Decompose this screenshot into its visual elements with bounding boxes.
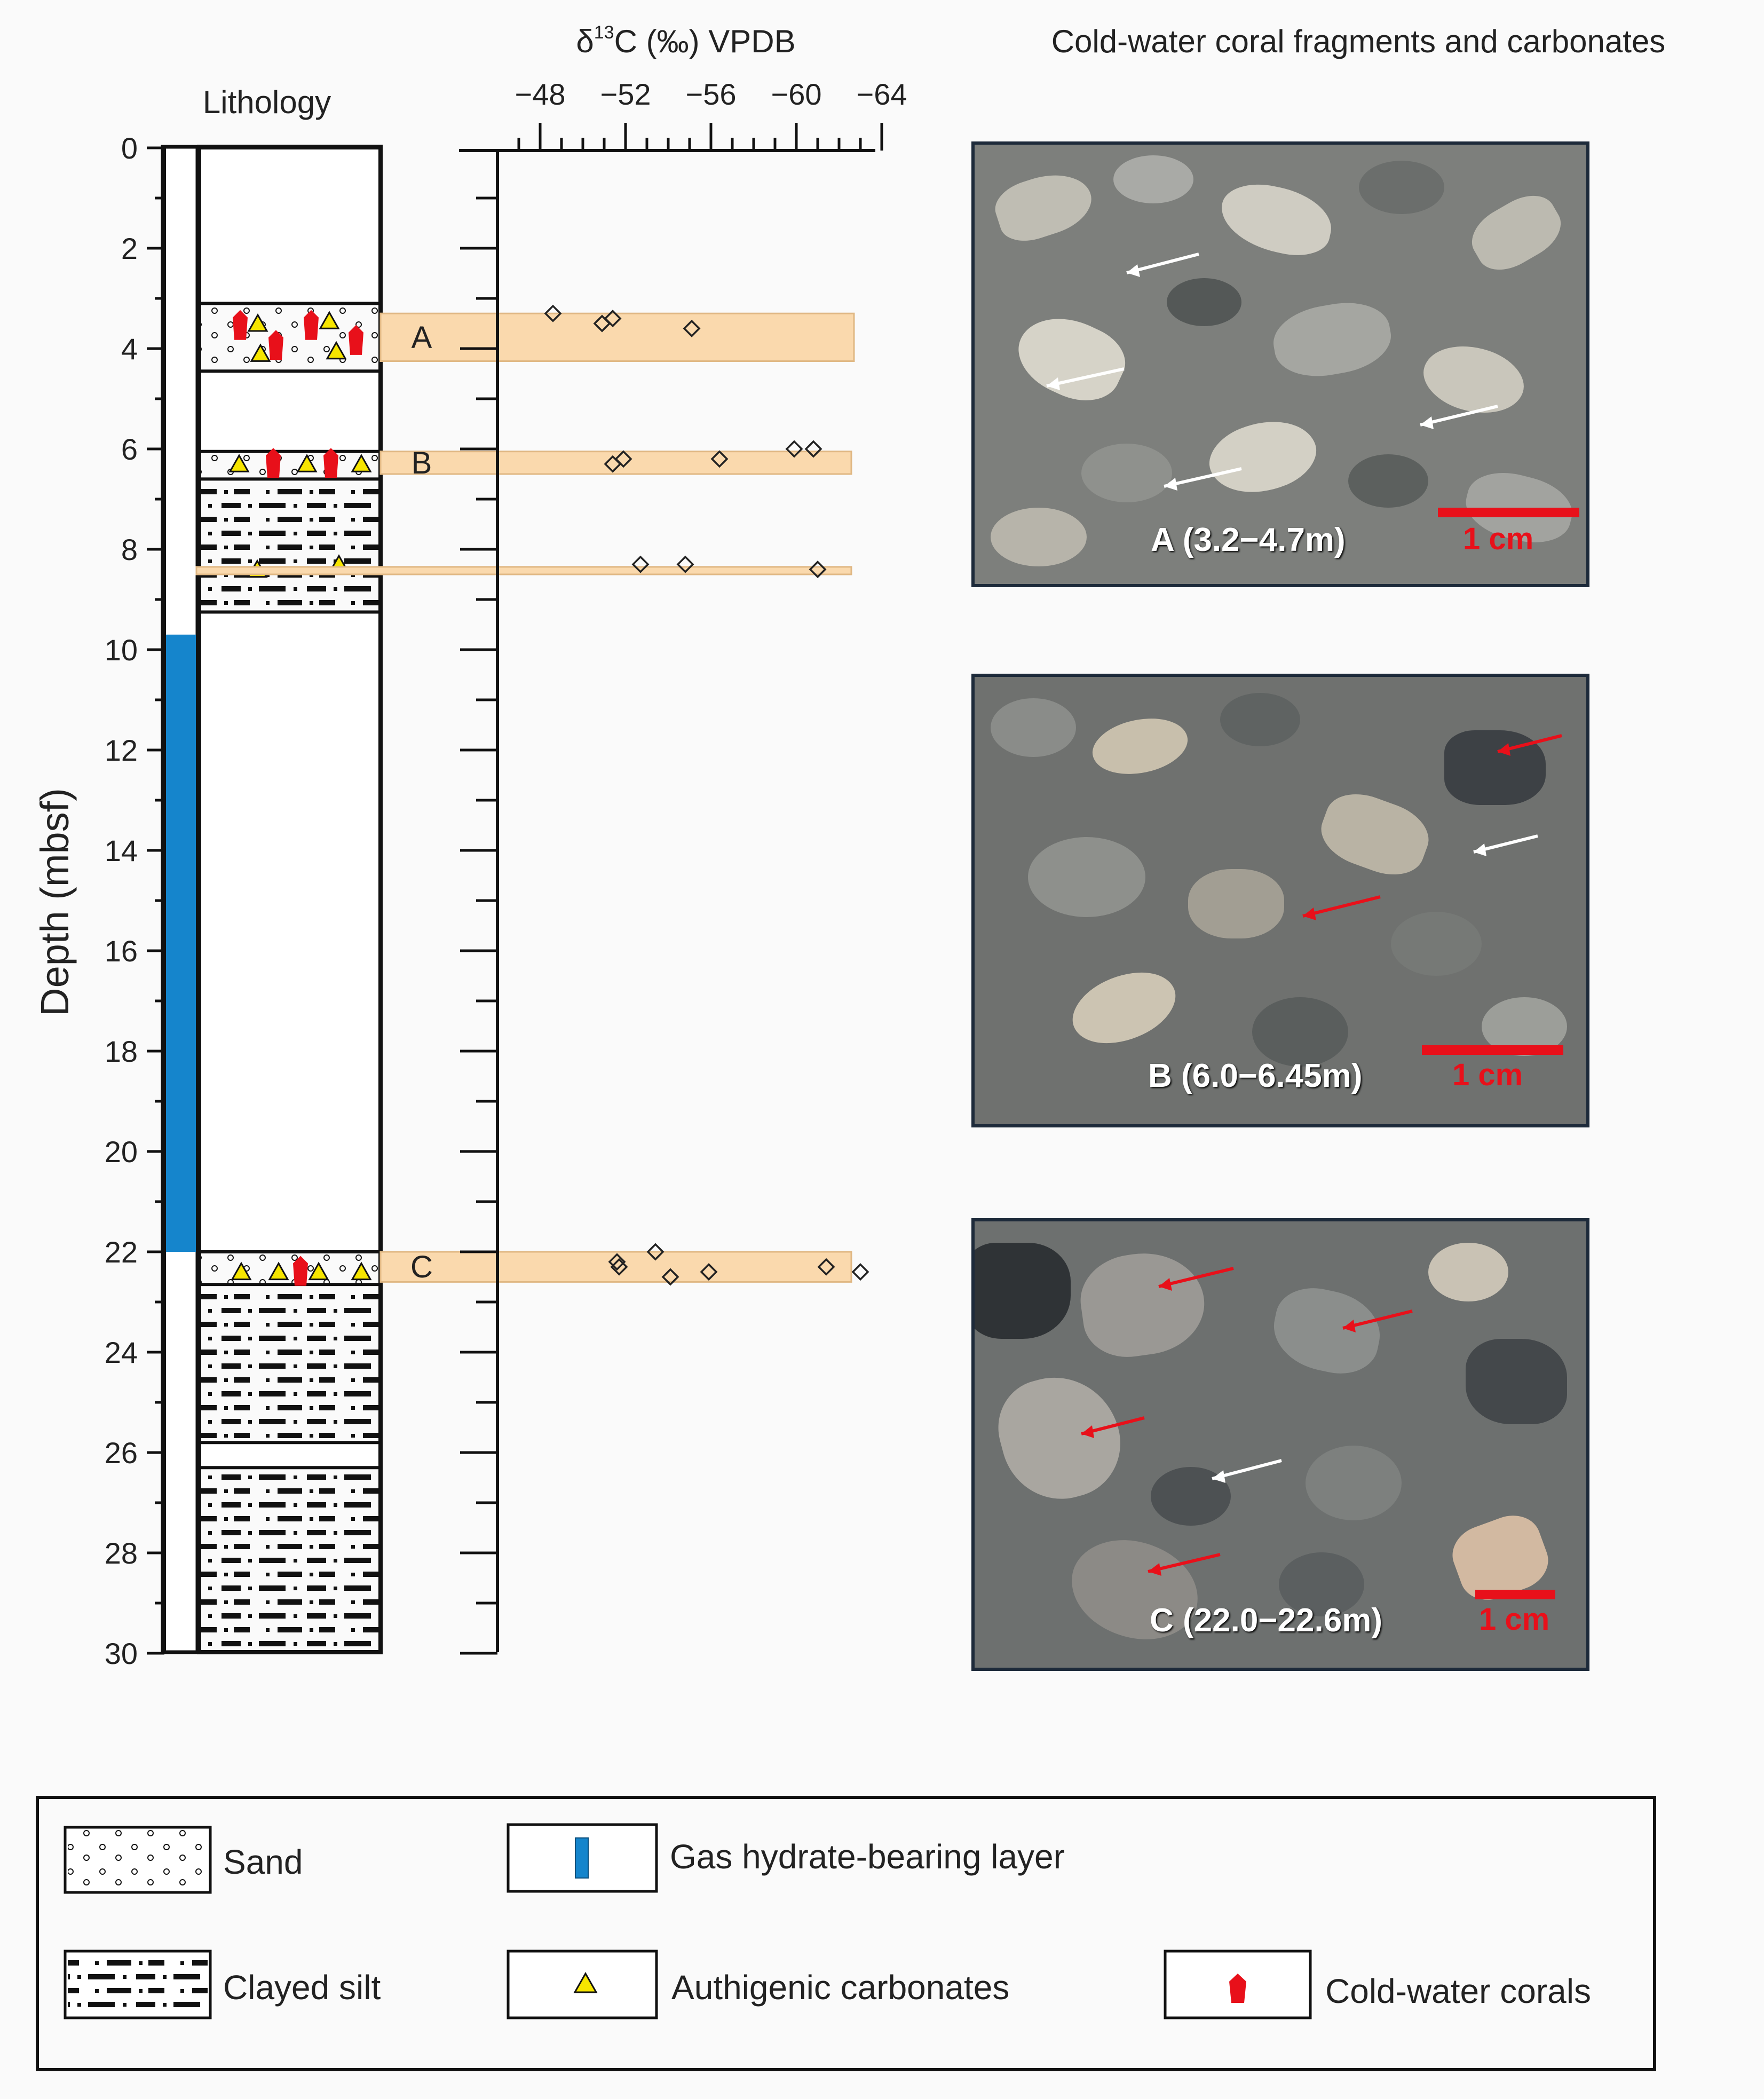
photo-b bbox=[971, 674, 1589, 1127]
photo-c-scale-bar bbox=[1475, 1590, 1555, 1599]
legend-item-sand bbox=[65, 1827, 303, 1892]
band-B bbox=[381, 452, 851, 474]
legend-item-hydrate bbox=[508, 1825, 1065, 1891]
depth-tick-label: 24 bbox=[104, 1336, 138, 1369]
legend-carbonate-label: Authigenic carbonates bbox=[671, 1968, 1010, 2007]
legend-silt-pattern bbox=[68, 1954, 208, 2015]
delta-x-tick-label: −56 bbox=[685, 77, 737, 111]
lithology-unit-blank bbox=[199, 371, 381, 451]
depth-tick-label: 16 bbox=[104, 934, 138, 968]
hydrate-layer-fill bbox=[164, 635, 196, 1252]
photo-a-scale-label: 1 cm bbox=[1463, 522, 1534, 556]
delta-x-tick-label: −64 bbox=[856, 77, 907, 111]
lithology-units bbox=[199, 148, 381, 1653]
delta-x-tick-label: −48 bbox=[515, 77, 566, 111]
delta-x-tick-label: −52 bbox=[600, 77, 651, 111]
depth-tick-label: 22 bbox=[104, 1235, 138, 1269]
depth-tick-label: 20 bbox=[104, 1135, 138, 1169]
photo-b-label: B (6.0−6.45m) bbox=[1148, 1058, 1363, 1094]
depth-tick-label: 10 bbox=[104, 633, 138, 667]
depth-tick-label: 28 bbox=[104, 1536, 138, 1570]
depth-ticks bbox=[105, 131, 164, 1670]
band-label: C bbox=[410, 1250, 433, 1285]
legend-item-corals bbox=[1165, 1951, 1591, 2018]
depth-tick-label: 2 bbox=[121, 232, 138, 265]
depth-tick-label: 12 bbox=[104, 733, 138, 767]
delta-y-ticks bbox=[460, 198, 497, 1653]
legend-item-clayed-silt bbox=[65, 1951, 381, 2018]
lithology-title: Lithology bbox=[202, 84, 331, 120]
depth-tick-label: 30 bbox=[104, 1637, 138, 1670]
photo-c-label: C (22.0−22.6m) bbox=[1150, 1602, 1382, 1639]
photo-c-scale-label: 1 cm bbox=[1479, 1602, 1550, 1637]
delta-symbol: δ bbox=[576, 23, 594, 59]
photo-c bbox=[971, 1218, 1589, 1671]
legend-sand-label: Sand bbox=[223, 1843, 303, 1881]
photo-a-label: A (3.2−4.7m) bbox=[1151, 522, 1346, 558]
photos-title: Cold-water coral fragments and carbonates bbox=[1051, 23, 1666, 59]
legend-hydrate-label: Gas hydrate-bearing layer bbox=[670, 1837, 1065, 1876]
delta-superscript: 13 bbox=[594, 22, 614, 43]
delta-point bbox=[853, 1265, 868, 1280]
depth-tick-label: 4 bbox=[121, 332, 138, 366]
delta-axis-title bbox=[576, 22, 795, 59]
band-unlabeled bbox=[196, 567, 851, 574]
lithology-unit-clayed-silt bbox=[199, 479, 381, 612]
delta-x-tick-label: −60 bbox=[771, 77, 822, 111]
delta-unit: C (‰) VPDB bbox=[614, 23, 796, 59]
legend-item-carbonates bbox=[508, 1951, 1009, 2018]
band-label: B bbox=[411, 445, 432, 480]
lithology-unit-clayed-silt bbox=[199, 1467, 381, 1653]
legend-coral-label: Cold-water corals bbox=[1325, 1972, 1591, 2010]
lithology-unit-blank bbox=[199, 148, 381, 303]
band-label: A bbox=[411, 320, 432, 355]
photo-b-scale-bar bbox=[1422, 1045, 1563, 1055]
depth-axis-label: Depth (mbsf) bbox=[33, 788, 77, 1016]
legend-sand-pattern bbox=[68, 1830, 208, 1890]
lithology-unit-clayed-silt bbox=[199, 1284, 381, 1442]
lithology-unit-blank bbox=[199, 1442, 381, 1467]
depth-tick-label: 0 bbox=[121, 131, 138, 165]
delta-x-ticks bbox=[515, 77, 907, 151]
photo-a bbox=[971, 141, 1589, 587]
depth-tick-label: 18 bbox=[104, 1035, 138, 1068]
depth-tick-label: 8 bbox=[121, 533, 138, 566]
lithology-unit-sand bbox=[199, 452, 381, 479]
photo-b-scale-label: 1 cm bbox=[1452, 1058, 1523, 1092]
depth-tick-label: 6 bbox=[121, 432, 138, 466]
depth-tick-label: 26 bbox=[104, 1436, 138, 1470]
lithology-unit-blank bbox=[199, 612, 381, 1252]
legend-silt-label: Clayed silt bbox=[223, 1968, 381, 2007]
photo-a-scale-bar bbox=[1438, 508, 1579, 517]
depth-tick-label: 14 bbox=[104, 834, 138, 867]
legend-hydrate-symbol bbox=[575, 1838, 588, 1878]
